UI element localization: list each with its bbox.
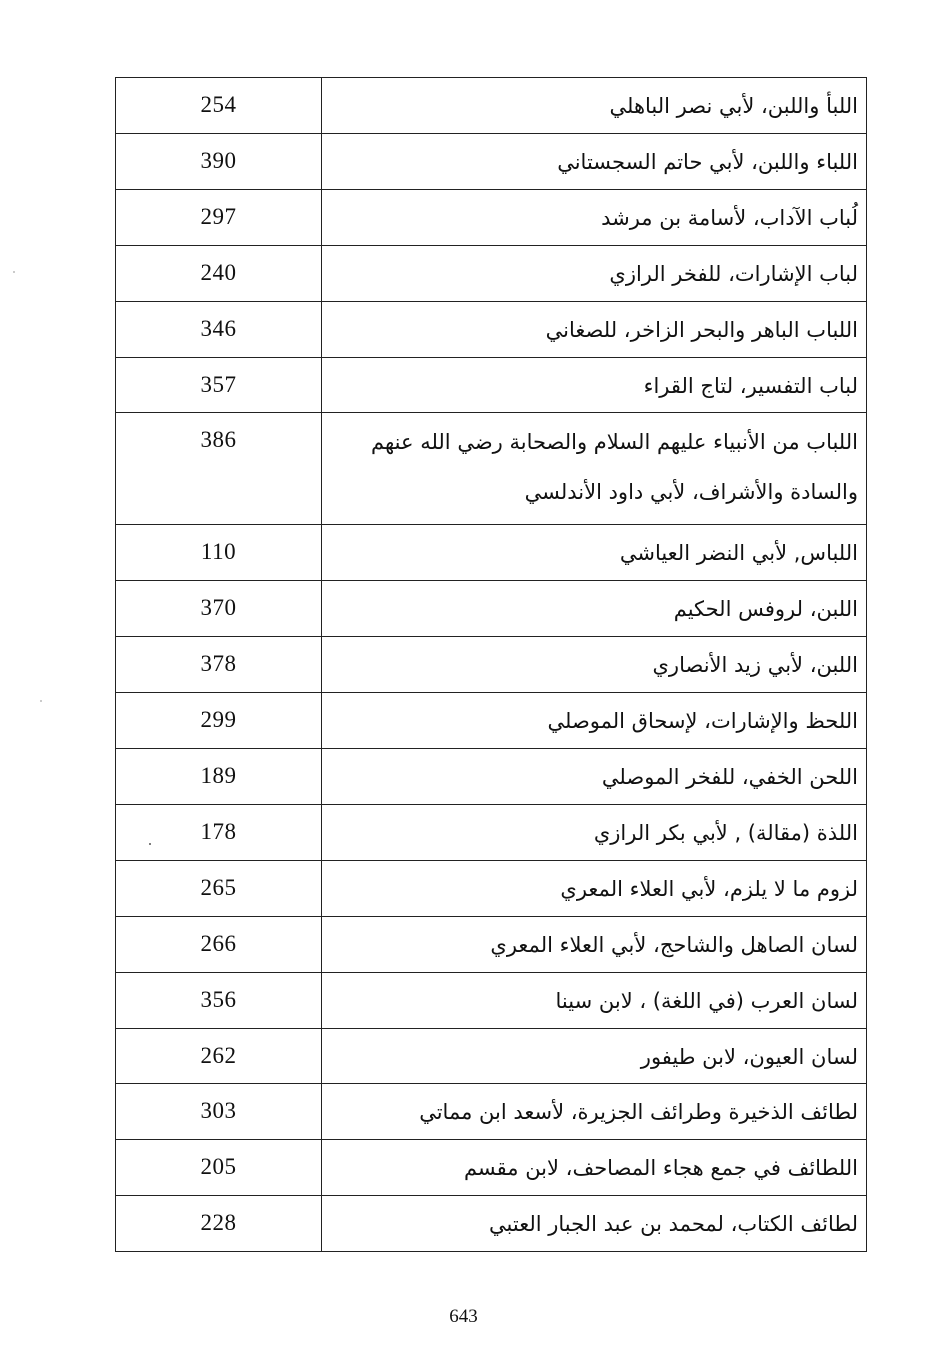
page-reference: 110 [116,525,322,580]
page-reference: 356 [116,973,322,1028]
book-title: لسان العيون، لابن طيفور [640,1045,858,1069]
table-row [116,302,866,358]
index-table [115,77,867,1252]
book-title: لطائف الذخيرة وطرائف الجزيرة، لأسعد ابن مماتي [419,1100,858,1124]
table-row [116,246,866,302]
table-row [116,637,866,693]
book-title: اللبن، لروفس الحكيم [673,597,858,621]
book-title: لباب التفسير، لتاج القراء [643,374,858,398]
page-reference: 386 [116,413,322,524]
book-title: اللطائف في جمع هجاء المصاحف، لابن مقسم [463,1156,858,1180]
page-reference: 299 [116,693,322,748]
page-reference: 265 [116,861,322,916]
table-row [116,134,866,190]
book-title: اللباء واللبن، لأبي حاتم السجستاني [557,150,858,174]
table-row [116,1084,866,1140]
table-row [116,1196,866,1251]
table-row [116,525,866,581]
page-reference: 390 [116,134,322,189]
book-title: اللحن الخفي، للفخر الموصلي [601,765,858,789]
book-title: لطائف الكتاب، لمحمد بن عبد الجبار العتبي [489,1212,858,1236]
book-title: لسان العرب (في اللغة) ، لابن سينا [555,989,858,1013]
book-title: لُباب الآداب، لأسامة بن مرشد [601,206,858,230]
page-reference: 346 [116,302,322,357]
book-title: لزوم ما لا يلزم، لأبي العلاء المعري [560,877,858,901]
scan-speck [13,271,15,273]
book-title: لسان الصاهل والشاحج، لأبي العلاء المعري [490,933,858,957]
book-title: اللبأ واللبن، لأبي نصر الباهلي [609,94,858,118]
table-row [116,1029,866,1084]
page-reference: 240 [116,246,322,301]
page-reference: 357 [116,358,322,412]
table-row [116,805,866,861]
book-title: اللباب من الأنبياء عليهم السلام والصحابة رضي الله عنهم والسادة والأشراف، لأبي داود الأندلسي [371,430,858,504]
book-title: اللذة (مقالة) , لأبي بكر الرازي [593,821,858,845]
table-row [116,581,866,637]
book-title: لباب الإشارات، للفخر الرازي [609,262,858,286]
table-row [116,1140,866,1196]
scan-speck [149,843,151,845]
table-row [116,78,866,134]
table-row [116,358,866,413]
table-row [116,413,866,525]
book-title: اللباب الباهر والبحر الزاخر، للصغاني [545,318,858,342]
table-row [116,693,866,749]
page-reference: 205 [116,1140,322,1195]
page-reference: 378 [116,637,322,692]
table-row [116,749,866,805]
page-reference: 266 [116,917,322,972]
page-reference: 254 [116,78,322,133]
page-number: 643 [449,1306,478,1327]
page-reference: 178 [116,805,322,860]
table-row [116,190,866,246]
page-reference: 228 [116,1196,322,1251]
book-title: اللحظ والإشارات، لإسحاق الموصلي [547,709,858,733]
page-reference: 189 [116,749,322,804]
book-title: اللبن، لأبي زيد الأنصاري [652,653,858,677]
scan-speck [40,700,42,702]
table-row [116,861,866,917]
page-reference: 303 [116,1084,322,1139]
page-reference: 297 [116,190,322,245]
table-row [116,917,866,973]
book-title: اللباس, لأبي النضر العياشي [619,541,858,565]
table-row [116,973,866,1029]
page-reference: 262 [116,1029,322,1083]
page-reference: 370 [116,581,322,636]
